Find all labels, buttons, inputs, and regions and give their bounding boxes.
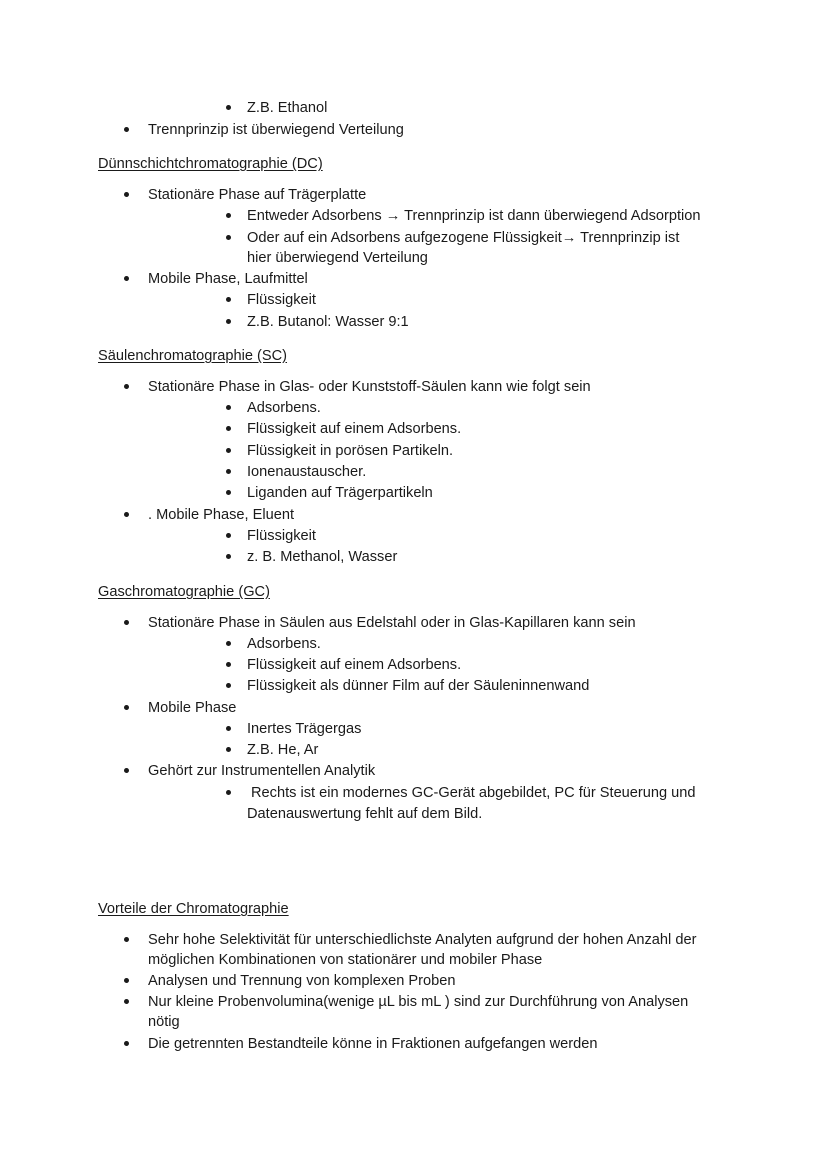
list-item: . Mobile Phase, Eluent <box>148 507 295 523</box>
bullet-dot-icon <box>226 213 231 218</box>
bullet-dot-icon <box>124 705 129 710</box>
bullet-dot-icon <box>226 448 231 453</box>
list-item: Stationäre Phase in Glas- oder Kunststoff-Säulen kann wie folgt sein <box>148 379 591 395</box>
section-heading-sc: Säulenchromatographie (SC) <box>98 348 288 364</box>
bullet-dot-icon <box>124 127 129 132</box>
bullet-dot-icon <box>226 319 231 324</box>
bullet-dot-icon <box>226 790 231 795</box>
bullet-dot-icon <box>124 512 129 517</box>
section-heading-gc: Gaschromatographie (GC) <box>98 584 270 600</box>
list-item: Die getrennten Bestandteile könne in Fraktionen aufgefangen werden <box>148 1036 598 1052</box>
list-item: Z.B. Butanol: Wasser 9:1 <box>247 314 409 330</box>
bullet-dot-icon <box>124 978 129 983</box>
bullet-dot-icon <box>226 297 231 302</box>
bullet-dot-icon <box>124 192 129 197</box>
list-item: Flüssigkeit als dünner Film auf der Säuleninnenwand <box>247 678 590 694</box>
list-item: Mobile Phase <box>148 700 237 716</box>
bullet-dot-icon <box>124 384 129 389</box>
list-item: Rechts ist ein modernes GC-Gerät abgebildet, PC für Steuerung und <box>251 785 696 801</box>
list-item: Z.B. He, Ar <box>247 742 319 758</box>
bullet-dot-icon <box>226 490 231 495</box>
bullet-dot-icon <box>226 426 231 431</box>
list-item: Liganden auf Trägerpartikeln <box>247 485 433 501</box>
list-item: Mobile Phase, Laufmittel <box>148 271 308 287</box>
bullet-dot-icon <box>124 276 129 281</box>
bullet-dot-icon <box>226 747 231 752</box>
section-heading-dc: Dünnschichtchromatographie (DC) <box>98 156 323 172</box>
list-item: Ionenaustauscher. <box>247 464 367 480</box>
list-item-continuation: möglichen Kombinationen von stationärer und mobiler Phase <box>148 952 543 968</box>
list-item: Gehört zur Instrumentellen Analytik <box>148 763 376 779</box>
list-item: Flüssigkeit <box>247 528 316 544</box>
list-item: Entweder Adsorbens → Trennprinzip ist dann überwiegend Adsorption <box>247 208 701 224</box>
bullet-dot-icon <box>226 726 231 731</box>
list-item: Oder auf ein Adsorbens aufgezogene Flüssigkeit→ Trennprinzip ist <box>247 230 680 246</box>
list-item: Flüssigkeit in porösen Partikeln. <box>247 443 454 459</box>
section-heading-advantages: Vorteile der Chromatographie <box>98 901 289 917</box>
bullet-dot-icon <box>124 937 129 942</box>
bullet-dot-icon <box>226 662 231 667</box>
list-item: Inertes Trägergas <box>247 721 362 737</box>
list-item: Sehr hohe Selektivität für unterschiedlichste Analyten aufgrund der hohen Anzahl der <box>148 932 697 948</box>
list-item: Flüssigkeit auf einem Adsorbens. <box>247 657 462 673</box>
list-item: Adsorbens. <box>247 400 321 416</box>
list-item: Stationäre Phase auf Trägerplatte <box>148 187 367 203</box>
list-item: Flüssigkeit auf einem Adsorbens. <box>247 421 462 437</box>
bullet-dot-icon <box>226 554 231 559</box>
bullet-dot-icon <box>124 999 129 1004</box>
bullet-dot-icon <box>124 768 129 773</box>
bullet-dot-icon <box>226 235 231 240</box>
bullet-dot-icon <box>226 105 231 110</box>
bullet-dot-icon <box>226 533 231 538</box>
list-item: Adsorbens. <box>247 636 321 652</box>
bullet-dot-icon <box>226 405 231 410</box>
list-item-continuation: Datenauswertung fehlt auf dem Bild. <box>247 806 483 822</box>
list-item: Trennprinzip ist überwiegend Verteilung <box>148 122 404 138</box>
list-item: Nur kleine Probenvolumina(wenige µL bis mL ) sind zur Durchführung von Analysen <box>148 994 689 1010</box>
bullet-dot-icon <box>124 1041 129 1046</box>
bullet-dot-icon <box>124 620 129 625</box>
list-item: Stationäre Phase in Säulen aus Edelstahl oder in Glas-Kapillaren kann sein <box>148 615 636 631</box>
list-item-continuation: nötig <box>148 1014 180 1030</box>
bullet-dot-icon <box>226 641 231 646</box>
bullet-dot-icon <box>226 469 231 474</box>
list-item: z. B. Methanol, Wasser <box>247 549 398 565</box>
list-item: Analysen und Trennung von komplexen Proben <box>148 973 456 989</box>
list-item: Z.B. Ethanol <box>247 100 328 116</box>
list-item-continuation: hier überwiegend Verteilung <box>247 250 428 266</box>
bullet-dot-icon <box>226 683 231 688</box>
list-item: Flüssigkeit <box>247 292 316 308</box>
